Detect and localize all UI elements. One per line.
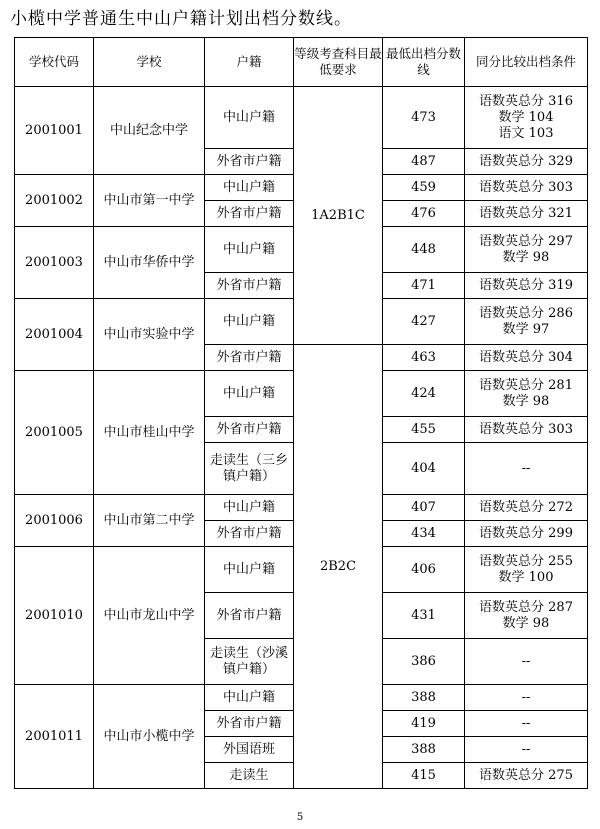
tie-condition-cell: 语数英总分 286 数学 97	[465, 299, 588, 345]
header-tie-condition: 同分比较出档条件	[465, 38, 588, 87]
huji-cell: 中山户籍	[205, 87, 294, 149]
huji-cell: 外省市户籍	[205, 711, 294, 737]
min-score-cell: 419	[383, 711, 465, 737]
huji-cell: 中山户籍	[205, 495, 294, 521]
header-huji: 户籍	[205, 38, 294, 87]
min-score-cell: 473	[383, 87, 465, 149]
min-score-cell: 406	[383, 547, 465, 593]
tie-condition-cell: 语数英总分 316 数学 104 语文 103	[465, 87, 588, 149]
huji-cell: 走读生（沙溪 镇户籍）	[205, 639, 294, 685]
school-name-cell: 中山市小榄中学	[94, 685, 205, 789]
header-school-code: 学校代码	[15, 38, 94, 87]
huji-cell: 中山户籍	[205, 175, 294, 201]
tie-condition-cell: 语数英总分 329	[465, 149, 588, 175]
min-score-cell: 471	[383, 273, 465, 299]
huji-cell: 中山户籍	[205, 299, 294, 345]
min-score-cell: 386	[383, 639, 465, 685]
huji-cell: 外省市户籍	[205, 521, 294, 547]
min-score-cell: 448	[383, 227, 465, 273]
min-score-cell: 388	[383, 685, 465, 711]
school-name-cell: 中山市第一中学	[94, 175, 205, 227]
school-code-cell: 2001010	[15, 547, 94, 685]
tie-condition-cell: --	[465, 639, 588, 685]
admission-score-table	[14, 37, 588, 789]
grade-requirement-cell: 2B2C	[294, 345, 383, 789]
tie-condition-cell: --	[465, 685, 588, 711]
school-name-cell: 中山纪念中学	[94, 87, 205, 175]
school-code-cell: 2001002	[15, 175, 94, 227]
tie-condition-cell: 语数英总分 303	[465, 175, 588, 201]
school-code-cell: 2001005	[15, 371, 94, 495]
school-name-cell: 中山市第二中学	[94, 495, 205, 547]
school-code-cell: 2001003	[15, 227, 94, 299]
school-name-cell: 中山市华侨中学	[94, 227, 205, 299]
tie-condition-cell: 语数英总分 299	[465, 521, 588, 547]
min-score-cell: 388	[383, 737, 465, 763]
huji-cell: 走读生（三乡 镇户籍）	[205, 443, 294, 495]
huji-cell: 中山户籍	[205, 547, 294, 593]
header-school: 学校	[94, 38, 205, 87]
huji-cell: 外省市户籍	[205, 201, 294, 227]
huji-cell: 中山户籍	[205, 371, 294, 417]
table-body	[15, 87, 588, 789]
tie-condition-cell: 语数英总分 297 数学 98	[465, 227, 588, 273]
tie-condition-cell: 语数英总分 304	[465, 345, 588, 371]
min-score-cell: 407	[383, 495, 465, 521]
header-grade-requirement: 等级考查科目最低要求	[294, 38, 383, 87]
school-code-cell: 2001001	[15, 87, 94, 175]
min-score-cell: 463	[383, 345, 465, 371]
huji-cell: 外省市户籍	[205, 345, 294, 371]
huji-cell: 外省市户籍	[205, 273, 294, 299]
header-min-score: 最低出档分数线	[383, 38, 465, 87]
min-score-cell: 459	[383, 175, 465, 201]
school-code-cell: 2001004	[15, 299, 94, 371]
huji-cell: 中山户籍	[205, 685, 294, 711]
tie-condition-cell: 语数英总分 275	[465, 763, 588, 789]
tie-condition-cell: 语数英总分 287 数学 98	[465, 593, 588, 639]
huji-cell: 中山户籍	[205, 227, 294, 273]
grade-requirement-cell: 1A2B1C	[294, 87, 383, 345]
tie-condition-cell: 语数英总分 255 数学 100	[465, 547, 588, 593]
min-score-cell: 476	[383, 201, 465, 227]
page-number: 5	[296, 812, 304, 823]
tie-condition-cell: 语数英总分 281 数学 98	[465, 371, 588, 417]
min-score-cell: 434	[383, 521, 465, 547]
school-name-cell: 中山市实验中学	[94, 299, 205, 371]
header-row	[15, 38, 588, 87]
min-score-cell: 415	[383, 763, 465, 789]
huji-cell: 外国语班	[205, 737, 294, 763]
table-row	[15, 87, 588, 149]
min-score-cell: 427	[383, 299, 465, 345]
school-code-cell: 2001011	[15, 685, 94, 789]
min-score-cell: 455	[383, 417, 465, 443]
huji-cell: 走读生	[205, 763, 294, 789]
tie-condition-cell: 语数英总分 319	[465, 273, 588, 299]
huji-cell: 外省市户籍	[205, 149, 294, 175]
tie-condition-cell: 语数英总分 303	[465, 417, 588, 443]
tie-condition-cell: --	[465, 711, 588, 737]
huji-cell: 外省市户籍	[205, 593, 294, 639]
school-name-cell: 中山市龙山中学	[94, 547, 205, 685]
min-score-cell: 431	[383, 593, 465, 639]
school-name-cell: 中山市桂山中学	[94, 371, 205, 495]
page-title: 小榄中学普通生中山户籍计划出档分数线。	[10, 9, 352, 29]
tie-condition-cell: --	[465, 443, 588, 495]
min-score-cell: 404	[383, 443, 465, 495]
tie-condition-cell: --	[465, 737, 588, 763]
min-score-cell: 424	[383, 371, 465, 417]
min-score-cell: 487	[383, 149, 465, 175]
huji-cell: 外省市户籍	[205, 417, 294, 443]
tie-condition-cell: 语数英总分 321	[465, 201, 588, 227]
school-code-cell: 2001006	[15, 495, 94, 547]
tie-condition-cell: 语数英总分 272	[465, 495, 588, 521]
